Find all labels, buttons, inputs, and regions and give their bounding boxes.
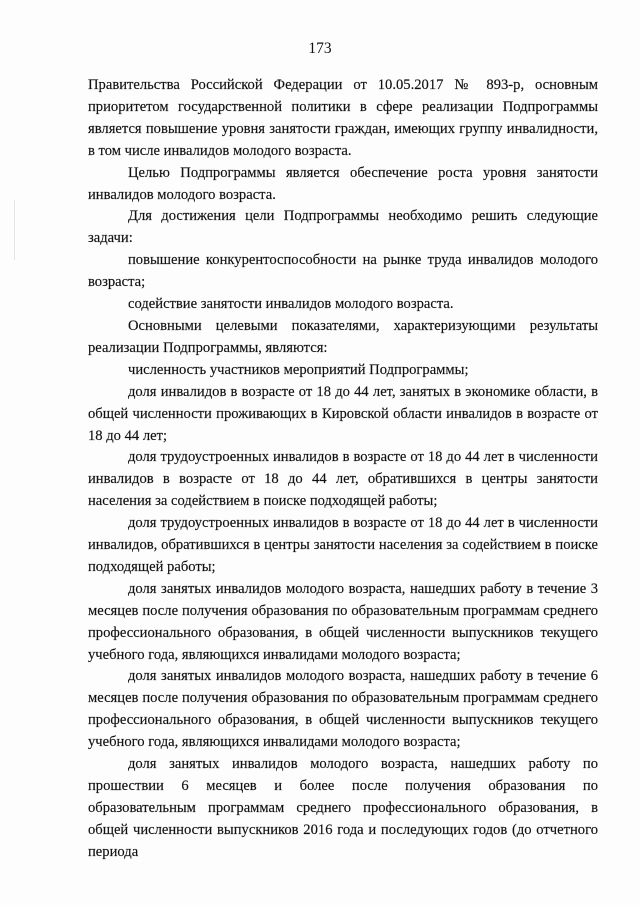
task-item-competitiveness: повышение конкурентоспособности на рынке труда инвалидов молодого возраста; [88, 252, 598, 291]
indicator-item-placed-share: доля трудоустроенных инвалидов в возрасте от 18 до 44 лет в численности инвалидов, обратившихся в центры занятости населения за содействием в поиске подходящей работы; [88, 515, 598, 575]
page-number: 173 [308, 40, 332, 57]
paragraph-tasks-intro: Для достижения цели Подпрограммы необходимо решить следующие задачи: [88, 208, 598, 247]
paragraph-continuation: Правительства Российской Федерации от 10.05.2017 № 893-р, основным приоритетом государственной политики в сфере реализации Подпрограммы является повышение уровня занятости граждан, имеющих группу инвалидности, в том числе инвалидов молодого возраста. [88, 77, 598, 159]
indicator-item-participants: численность участников мероприятий Подпрограммы; [128, 361, 469, 378]
scan-artifact [14, 200, 15, 260]
indicator-item-3-months: доля занятых инвалидов молодого возраста, нашедших работу в течение 3 месяцев после получения образования по образовательным программам среднего профессионального образования, в общей численности выпускников текущего учебного года, являющихся инвалидами молодого возраста; [88, 580, 598, 663]
paragraph-indicators-intro: Основными целевыми показателями, характеризующими результаты реализации Подпрограммы, являются: [88, 317, 598, 356]
paragraph-goal: Целью Подпрограммы является обеспечение роста уровня занятости инвалидов молодого возраста. [88, 164, 598, 203]
indicator-item-employed-share: доля инвалидов в возрасте от 18 до 44 лет, занятых в экономике области, в общей численности проживающих в Кировской области инвалидов в возрасте от 18 до 44 лет; [88, 383, 598, 444]
indicator-item-after-6-months: доля занятых инвалидов молодого возраста, нашедших работу по прошествии 6 месяцев и более после получения образования по образовательным программам среднего профессионального образования, в общей численности выпускников 2016 года и последующих годов (до отчетного периода [88, 756, 598, 860]
document-body [88, 75, 598, 864]
indicator-item-6-months: доля занятых инвалидов молодого возраста, нашедших работу в течение 6 месяцев после получения образования по образовательным программам среднего профессионального образования, в общей численности выпускников текущего учебного года, являющихся инвалидами молодого возраста; [88, 668, 598, 751]
task-item-employment: содействие занятости инвалидов молодого возраста. [128, 296, 454, 313]
indicator-item-placed-age-share: доля трудоустроенных инвалидов в возрасте от 18 до 44 лет в численности инвалидов в возрасте от 18 до 44 лет, обратившихся в центры занятости населения за содействием в поиске подходящей работы; [88, 449, 598, 510]
